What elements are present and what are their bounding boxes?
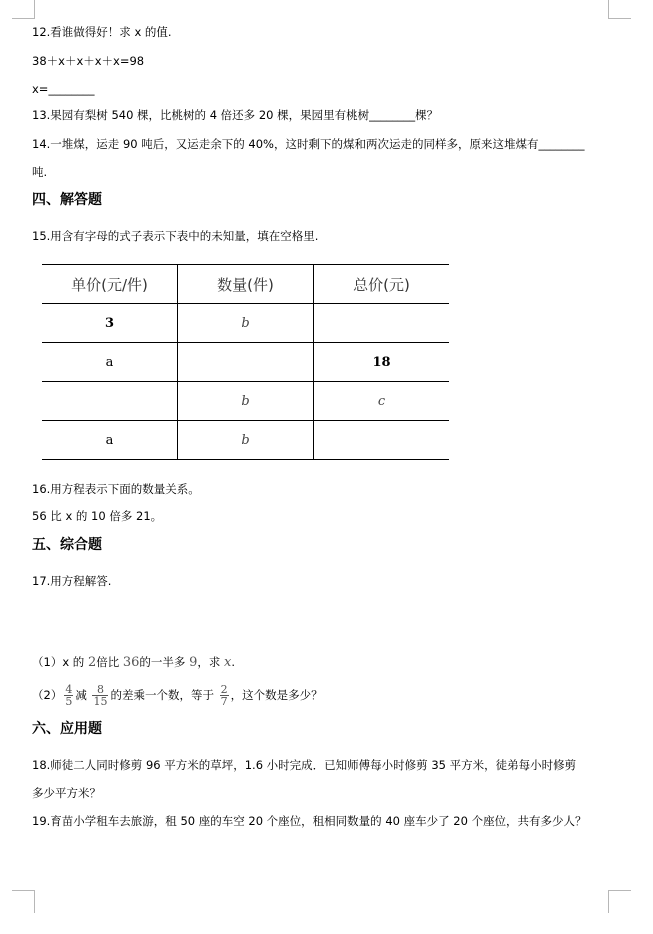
- table-cell: a: [42, 421, 178, 460]
- q12-answer: x=________: [32, 82, 95, 96]
- table-row: [42, 304, 449, 343]
- q18-line2: 多少平方米？: [32, 786, 101, 800]
- q17-part2-text: （2）: [32, 688, 63, 702]
- page-corner-mark: [608, 0, 631, 19]
- table-row: [42, 382, 449, 421]
- section-heading-6: 六、应用题: [32, 721, 102, 737]
- q17-part1: [32, 654, 235, 671]
- table-cell: [314, 421, 450, 460]
- q17-part2: [32, 682, 323, 708]
- q14-line1: 14.一堆煤，运走 90 吨后，又运走余下的 40%，这时剩下的煤和两次运走的同样多，原来这堆煤有________: [32, 137, 585, 151]
- table-cell: 18: [314, 343, 450, 382]
- q15-text: 15.用含有字母的式子表示下表中的未知量，填在空格里.: [32, 229, 319, 243]
- table-cell: [314, 304, 450, 343]
- table-header-row: [42, 265, 449, 304]
- fraction-numerator: 4: [65, 683, 73, 696]
- q13-text: 13.果园有梨树 540 棵，比桃树的 4 倍还多 20 棵，果园里有桃树________棵？: [32, 108, 439, 122]
- math-variable: x: [224, 655, 232, 670]
- fraction: [220, 684, 229, 707]
- q17-part1-text: .: [231, 655, 236, 669]
- page-corner-mark: [12, 0, 35, 19]
- q18-line1: 18.师徒二人同时修剪 96 平方米的草坪，1.6 小时完成．已知师傅每小时修剪 35 平方米，徒弟每小时修剪: [32, 758, 577, 772]
- q17-part1-text: ，求: [197, 655, 225, 669]
- table-cell: a: [42, 343, 178, 382]
- table-row: [42, 343, 449, 382]
- math-number: 9: [189, 655, 198, 670]
- page-corner-mark: [608, 890, 631, 913]
- q16-text: 16.用方程表示下面的数量关系。: [32, 482, 200, 496]
- math-number: 36: [122, 655, 140, 670]
- table-header-cell: 单价(元/件): [42, 265, 178, 304]
- q19-text: 19.育苗小学租车去旅游，租 50 座的车空 20 个座位，租相同数量的 40 座车少了 20 个座位，共有多少人？: [32, 814, 587, 828]
- table-cell: b: [178, 382, 314, 421]
- fraction-denominator: 7: [220, 695, 228, 708]
- table-row: [42, 421, 449, 460]
- section-heading-5: 五、综合题: [32, 537, 102, 553]
- q12-equation: 38＋x＋x＋x＋x=98: [32, 54, 145, 68]
- table-cell: c: [314, 382, 450, 421]
- fraction-numerator: 2: [220, 683, 228, 696]
- q17-part1-text: 的一半多: [139, 655, 190, 669]
- table-header-cell: 数量(件): [178, 265, 314, 304]
- q17-part2-text: ，这个数是多少？: [230, 688, 323, 702]
- fraction: [64, 684, 73, 707]
- q16-sub: 56 比 x 的 10 倍多 21。: [32, 509, 163, 523]
- q17-part2-text: 的差乘一个数，等于: [110, 688, 218, 702]
- q17-part2-text: 减: [75, 688, 91, 702]
- q17-text: 17.用方程解答.: [32, 574, 112, 588]
- page-corner-mark: [12, 890, 35, 913]
- fraction-denominator: 15: [93, 695, 108, 708]
- section-heading-4: 四、解答题: [32, 192, 102, 208]
- fraction: [92, 684, 108, 707]
- q12-title: 12.看谁做得好！求 x 的值.: [32, 25, 172, 39]
- table-cell: [178, 343, 314, 382]
- math-number: 2: [87, 655, 97, 670]
- table-header-cell: 总价(元): [314, 265, 450, 304]
- table-cell: 3: [42, 304, 178, 343]
- q17-part1-text: 倍比: [96, 655, 123, 669]
- unknowns-table: [42, 264, 449, 460]
- fraction-denominator: 5: [65, 695, 73, 708]
- table-cell: b: [178, 421, 314, 460]
- table-cell: [42, 382, 178, 421]
- fraction-numerator: 8: [92, 684, 108, 696]
- q17-part1-text: （1）x 的: [32, 655, 88, 669]
- q14-line2: 吨.: [32, 165, 48, 179]
- table-cell: b: [178, 304, 314, 343]
